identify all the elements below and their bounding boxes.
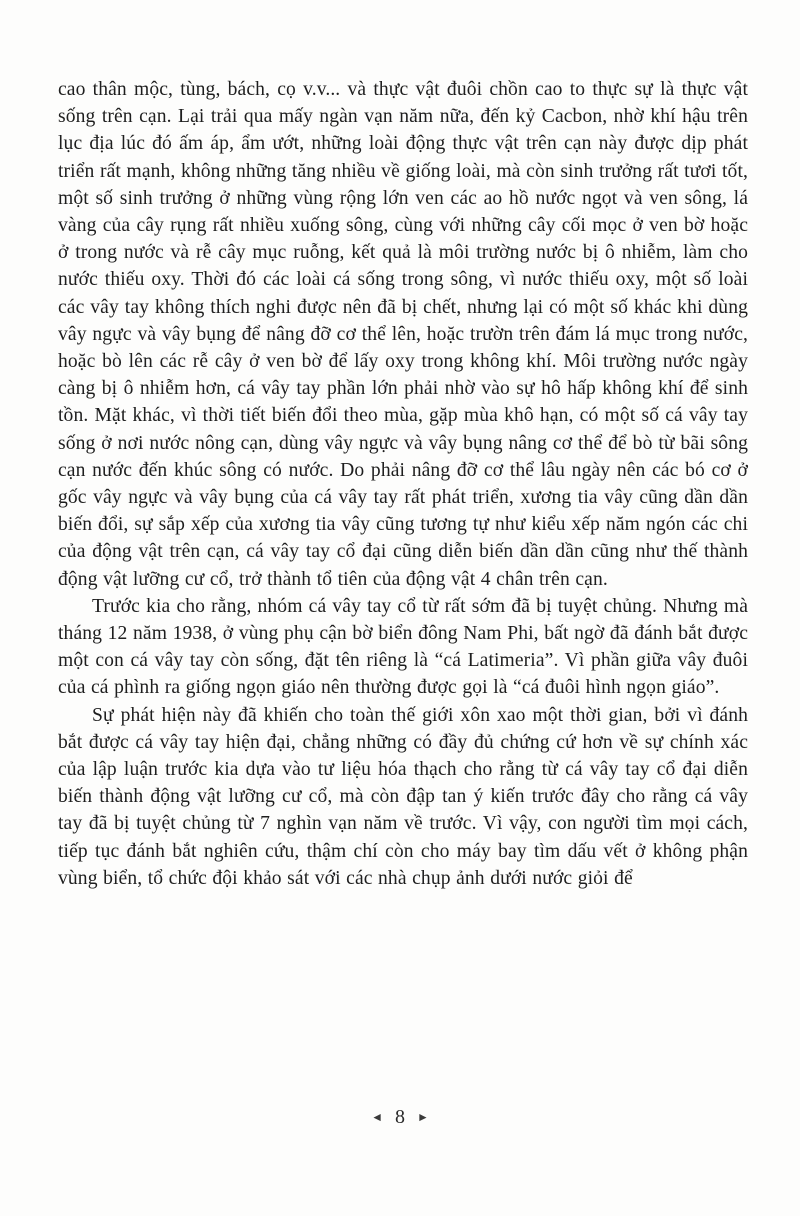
- page-text: [58, 76, 748, 892]
- paragraph: Sự phát hiện này đã khiến cho toàn thế giới xôn xao một thời gian, bởi vì đánh bắt được cá vây tay hiện đại, chẳng những có đầy đủ chứng cứ hơn về sự chính xác của lập luận trước kia dựa vào tư liệu hóa thạch cho rằng từ cá vây tay cổ đại diễn biến thành động vật lưỡng cư cổ, mà còn đập tan ý kiến trước đây cho rằng cá vây tay đã bị tuyệt chủng từ 7 nghìn vạn năm về trước. Vì vậy, con người tìm mọi cách, tiếp tục đánh bắt nghiên cứu, thậm chí còn cho máy bay tìm dấu vết ở không phận vùng biển, tổ chức đội khảo sát với các nhà chụp ảnh dưới nước giỏi để: [58, 704, 748, 889]
- left-triangle-ornament-icon: ◄: [371, 1110, 383, 1124]
- right-triangle-ornament-icon: ►: [417, 1110, 429, 1124]
- paragraph: cao thân mộc, tùng, bách, cọ v.v... và thực vật đuôi chồn cao to thực sự là thực vật sống trên cạn. Lại trải qua mấy ngàn vạn năm nữa, đến kỷ Cacbon, nhờ khí hậu trên lục địa lúc đó ấm áp, ẩm ướt, những loài động thực vật trên cạn này được dịp phát triển rất mạnh, không những tăng nhiều về giống loài, mà còn sinh trưởng rất tươi tốt, một số sinh trưởng ở những vùng rộng lớn ven các ao hồ nước ngọt và ven sông, lá vàng của cây rụng rất nhiều xuống sông, cùng với những cây cối mọc ở ven bờ hoặc ở trong nước và rễ cây mục ruỗng, kết quả là môi trường nước bị ô nhiễm, làm cho nước thiếu oxy. Thời đó các loài cá sống trong sông, vì nước thiếu oxy, một số loài các vây tay không thích nghi được nên đã bị chết, nhưng lại có một số khác khi dùng vây ngực và vây bụng để nâng đỡ cơ thể lên, hoặc trườn trên đám lá mục trong nước, hoặc bò lên các rễ cây ở ven bờ để lấy oxy trong không khí. Môi trường nước ngày càng bị ô nhiễm hơn, cá vây tay phần lớn phải nhờ vào sự hô hấp không khí để sinh tồn. Mặt khác, vì thời tiết biến đổi theo mùa, gặp mùa khô hạn, có một số cá vây tay sống ở nơi nước nông cạn, dùng vây ngực và vây bụng nâng cơ thể để bò từ bãi sông cạn nước đến khúc sông có nước. Do phải nâng đỡ cơ thể lâu ngày nên các bó cơ ở gốc vây ngực và vây bụng của cá vây tay rất phát triển, xương tia vây cũng dần dần biến đổi, sự sắp xếp của xương tia vây cũng tương tự như kiểu xếp năm ngón các chi của động vật trên cạn, cá vây tay cổ đại cũng diễn biến dần dần cũng như thế thành động vật lưỡng cư cổ, trở thành tổ tiên của động vật 4 chân trên cạn.: [58, 79, 748, 590]
- paragraph: Trước kia cho rằng, nhóm cá vây tay cổ từ rất sớm đã bị tuyệt chủng. Nhưng mà tháng 12 năm 1938, ở vùng phụ cận bờ biển đông Nam Phi, bất ngờ đã đánh bắt được một con cá vây tay còn sống, đặt tên riêng là “cá Latimeria”. Vì phần giữa vây đuôi của cá phình ra giống ngọn giáo nên thường được gọi là “cá đuôi hình ngọn giáo”.: [58, 595, 748, 699]
- page-number-value: 8: [395, 1106, 405, 1128]
- page-number: [0, 1106, 800, 1129]
